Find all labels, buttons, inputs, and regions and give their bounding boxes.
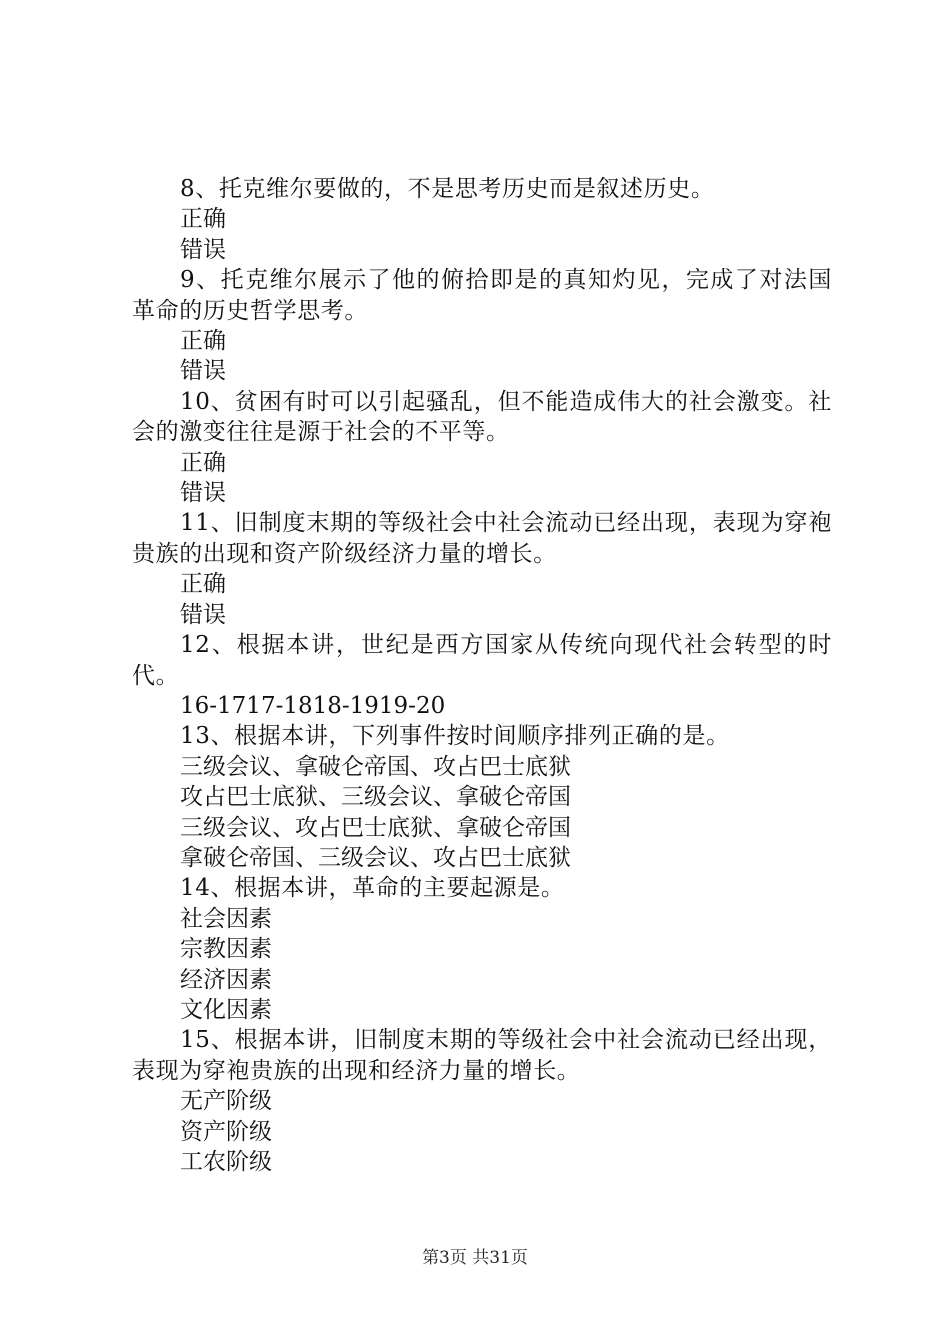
question-text: 8、托克维尔要做的，不是思考历史而是叙述历史。 bbox=[180, 176, 715, 202]
option: 文化因素 bbox=[180, 996, 272, 1023]
option: 正确 bbox=[180, 206, 226, 233]
option: 正确 bbox=[180, 328, 226, 355]
question-13 bbox=[132, 721, 832, 873]
question-text: 11、旧制度末期的等级社会中社会流动已经出现，表现为穿袍贵族的出现和资产阶级经济力量的增长。 bbox=[132, 510, 832, 567]
question-text: 10、贫困有时可以引起骚乱，但不能造成伟大的社会激变。社会的激变往往是源于社会的不平等。 bbox=[132, 388, 832, 446]
option: 错误 bbox=[180, 358, 226, 385]
question-text: 12、根据本讲，世纪是西方国家从传统向现代社会转型的时代。 bbox=[132, 632, 832, 689]
option: 经济因素 bbox=[180, 966, 272, 993]
question-14 bbox=[132, 873, 832, 1025]
option: 错误 bbox=[180, 601, 226, 628]
question-11 bbox=[132, 508, 832, 630]
question-12 bbox=[132, 630, 832, 721]
question-text: 15、根据本讲，旧制度末期的等级社会中社会流动已经出现，表现为穿袍贵族的出现和经济力量的增长。 bbox=[132, 1027, 832, 1084]
option: 错误 bbox=[180, 480, 226, 507]
question-10 bbox=[132, 387, 832, 509]
question-list bbox=[132, 174, 832, 1177]
option: 正确 bbox=[180, 571, 226, 598]
option: 资产阶级 bbox=[180, 1118, 272, 1145]
option: 三级会议、拿破仑帝国、攻占巴士底狱 bbox=[180, 753, 571, 780]
option: 社会因素 bbox=[180, 905, 272, 932]
option: 三级会议、攻占巴士底狱、拿破仑帝国 bbox=[180, 814, 571, 841]
question-15 bbox=[132, 1025, 832, 1177]
question-text: 14、根据本讲，革命的主要起源是。 bbox=[180, 875, 565, 902]
option: 16-1717-1818-1919-20 bbox=[180, 692, 446, 719]
page-footer: 第3页 共31页 bbox=[422, 1248, 528, 1268]
option: 错误 bbox=[180, 236, 226, 263]
option: 工农阶级 bbox=[180, 1149, 272, 1175]
option: 正确 bbox=[180, 449, 226, 476]
question-9 bbox=[132, 265, 832, 387]
option: 拿破仑帝国、三级会议、攻占巴士底狱 bbox=[180, 844, 571, 871]
question-8 bbox=[132, 174, 832, 265]
question-text: 9、托克维尔展示了他的俯拾即是的真知灼见，完成了对法国革命的历史哲学思考。 bbox=[132, 267, 832, 324]
option: 宗教因素 bbox=[180, 936, 272, 963]
question-text: 13、根据本讲，下列事件按时间顺序排列正确的是。 bbox=[180, 723, 730, 750]
option: 无产阶级 bbox=[180, 1088, 272, 1115]
option: 攻占巴士底狱、三级会议、拿破仑帝国 bbox=[180, 784, 571, 811]
